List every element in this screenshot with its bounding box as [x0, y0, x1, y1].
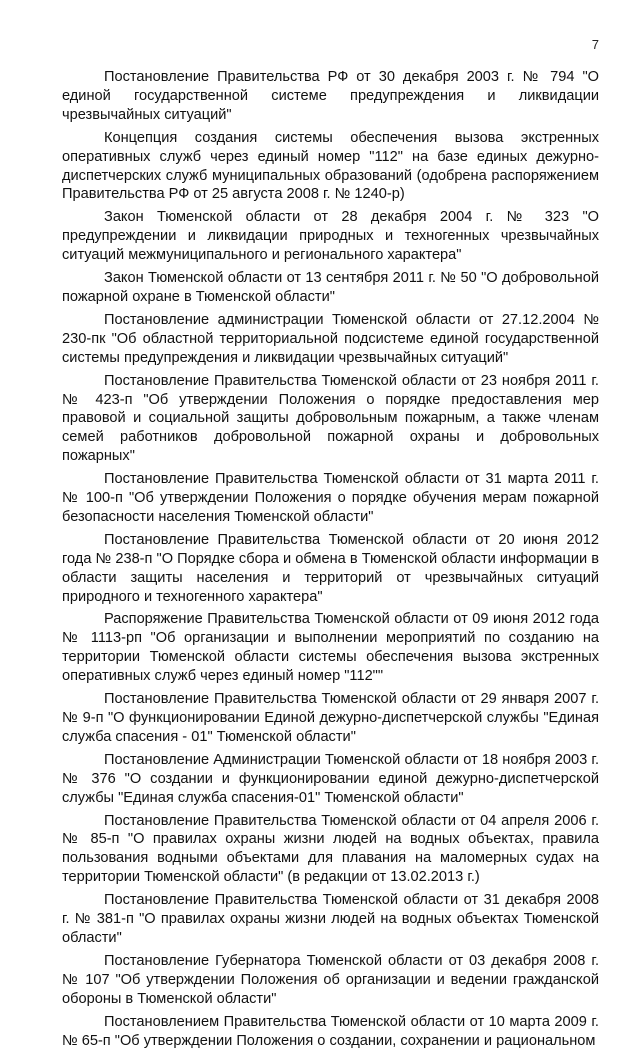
paragraph-11: Постановление Администрации Тюменской области от 18 ноября 2003 г. № 376 "О создании и функционировании единой дежурно-диспетчерской службы "Единая служба спасения-01" Тюменской области"	[62, 751, 599, 806]
paragraph-9: Распоряжение Правительства Тюменской области от 09 июня 2012 года № 1113-рп "Об организации и выполнении мероприятий по созданию на территории Тюменской области системы обеспечения вызова экстренных оперативных служб через единый номер "112""	[62, 611, 599, 685]
document-body	[62, 68, 599, 1054]
paragraph-5: Постановление администрации Тюменской области от 27.12.2004 № 230-пк "Об областной территориальной подсистеме единой государственной системы предупреждения и ликвидации чрезвычайных ситуаций"	[62, 311, 599, 366]
paragraph-1: Постановление Правительства РФ от 30 декабря 2003 г. № 794 "О единой государственной системе предупреждения и ликвидации чрезвычайных ситуаций"	[62, 69, 599, 123]
page-number: 7	[591, 37, 599, 52]
paragraph-4: Закон Тюменской области от 13 сентября 2011 г. № 50 "О добровольной пожарной охране в Тюменской области"	[62, 270, 599, 305]
paragraph-10: Постановление Правительства Тюменской области от 29 января 2007 г. № 9-п "О функционировании Единой дежурно-диспетчерской службы "Единая служба спасения - 01" Тюменской области"	[62, 691, 599, 745]
paragraph-7: Постановление Правительства Тюменской области от 31 марта 2011 г. № 100-п "Об утверждении Положения о порядке обучения мерам пожарной безопасности населения Тюменской области"	[62, 471, 599, 525]
paragraph-15: Постановлением Правительства Тюменской области от 10 марта 2009 г. № 65-п "Об утверждении Положения о создании, сохранении и рациональном	[62, 1013, 599, 1049]
paragraph-14: Постановление Губернатора Тюменской области от 03 декабря 2008 г. № 107 "Об утверждении Положения об организации и ведении гражданской обороны в Тюменской области"	[62, 952, 599, 1007]
paragraph-2: Концепция создания системы обеспечения вызова экстренных оперативных служб через единый номер "112" на базе единых дежурно-диспетчерских служб муниципальных образований (одобрена распоряжением Правительства РФ от 25 августа 2008 г. № 1240-р)	[62, 129, 599, 203]
paragraph-3: Закон Тюменской области от 28 декабря 2004 г. № 323 "О предупреждении и ликвидации природных и техногенных чрезвычайных ситуаций межмуниципального и регионального характера"	[62, 209, 599, 264]
paragraph-12: Постановление Правительства Тюменской области от 04 апреля 2006 г. № 85-п "О правилах охраны жизни людей на водных объектах, правила пользования водными объектами для плавания на маломерных судах на территории Тюменской области" (в редакции от 13.02.2013 г.)	[62, 812, 599, 886]
paragraph-8: Постановление Правительства Тюменской области от 20 июня 2012 года № 238-п "О Порядке сбора и обмена в Тюменской области информации в области защиты населения и территорий от чрезвычайных ситуаций природного и техногенного характера"	[62, 531, 599, 605]
paragraph-6: Постановление Правительства Тюменской области от 23 ноября 2011 г. № 423-п "Об утверждении Положения о порядке предоставления мер правовой и социальной защиты добровольным пожарным, а также членам семей работников добровольной пожарной охраны и добровольных пожарных"	[62, 372, 599, 465]
paragraph-13: Постановление Правительства Тюменской области от 31 декабря 2008 г. № 381-п "О правилах охраны жизни людей на водных объектах Тюменской области"	[62, 892, 599, 946]
